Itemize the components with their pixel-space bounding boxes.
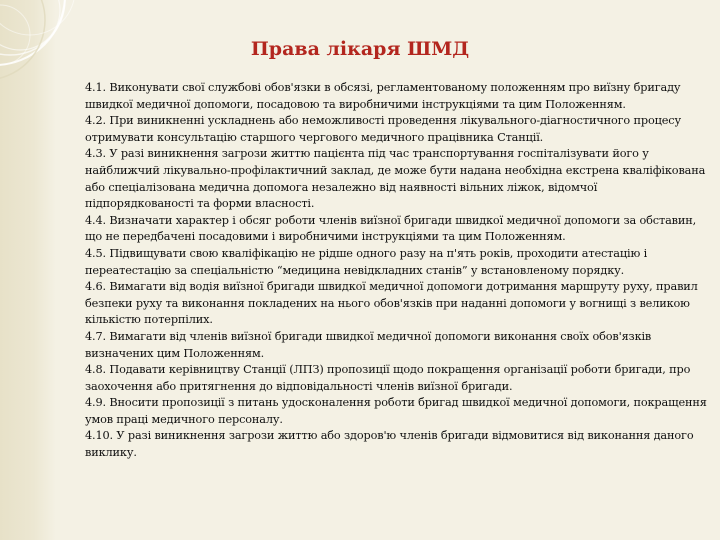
rights-item: 4.8. Подавати керівництву Станції (ЛПЗ) пропозиції щодо покращення організації роботи бригади, про заохочення або притягнення до відповідальності членів виїзної бригади. xyxy=(85,363,691,393)
rights-item: 4.9. Вносити пропозиції з питань удосконалення роботи бригад швидкої медичної допомоги, покращення умов праці медичного персоналу. xyxy=(85,396,707,426)
rights-item: 4.7. Вимагати від членів виїзної бригади швидкої медичної допомоги виконання своїх обов'язків визначених цим Положенням. xyxy=(85,329,652,360)
rights-item: 4.4. Визначати характер і обсяг роботи членів виїзної бригади швидкої медичної допомоги за обставин, що не передбачені посадовими і виробничими інструкціями та цим Положенням. xyxy=(85,213,697,244)
slide-title: Права лікаря ШМД xyxy=(250,38,470,60)
rights-list xyxy=(85,80,707,462)
rights-item: 4.5. Підвищувати свою кваліфікацію не рідше одного разу на п'ять років, проходити атестацію і переатестацію за спеціальністю “медицина невідкладних станів” у встановленому порядку. xyxy=(85,246,648,277)
rights-item: 4.6. Вимагати від водія виїзної бригади швидкої медичної допомоги дотримання маршруту руху, правил безпеки руху та виконання покладених на нього обов'язків при наданні допомоги у вогнищі з великою кількістю потерпілих. xyxy=(85,280,698,327)
rights-item: 4.2. При виникненні ускладнень або неможливості проведення лікувального-діагностичного процесу отримувати консультацію старшого чергового медичного працівника Станції. xyxy=(85,114,681,144)
rights-item: 4.3. У разі виникнення загрози життю пацієнта під час транспортування госпіталізувати його у найближчий лікувально-профілактичний заклад, де може бути надана необхідна екстрена кваліфікована або спеціалізована медична допомога незалежно від наявності вільних ліжок, відомчої підпорядкованості та форми власності. xyxy=(85,147,706,211)
rights-item: 4.10. У разі виникнення загрози життю або здоров'ю членів бригади відмовитися від виконання даного виклику. xyxy=(85,429,694,460)
rights-item: 4.1. Виконувати свої службові обов'язки в обсязі, регламентованому положенням про виїзну бригаду швидкої медичної допомоги, посадовою та виробничими інструкціями та цим Положенням. xyxy=(85,81,681,111)
